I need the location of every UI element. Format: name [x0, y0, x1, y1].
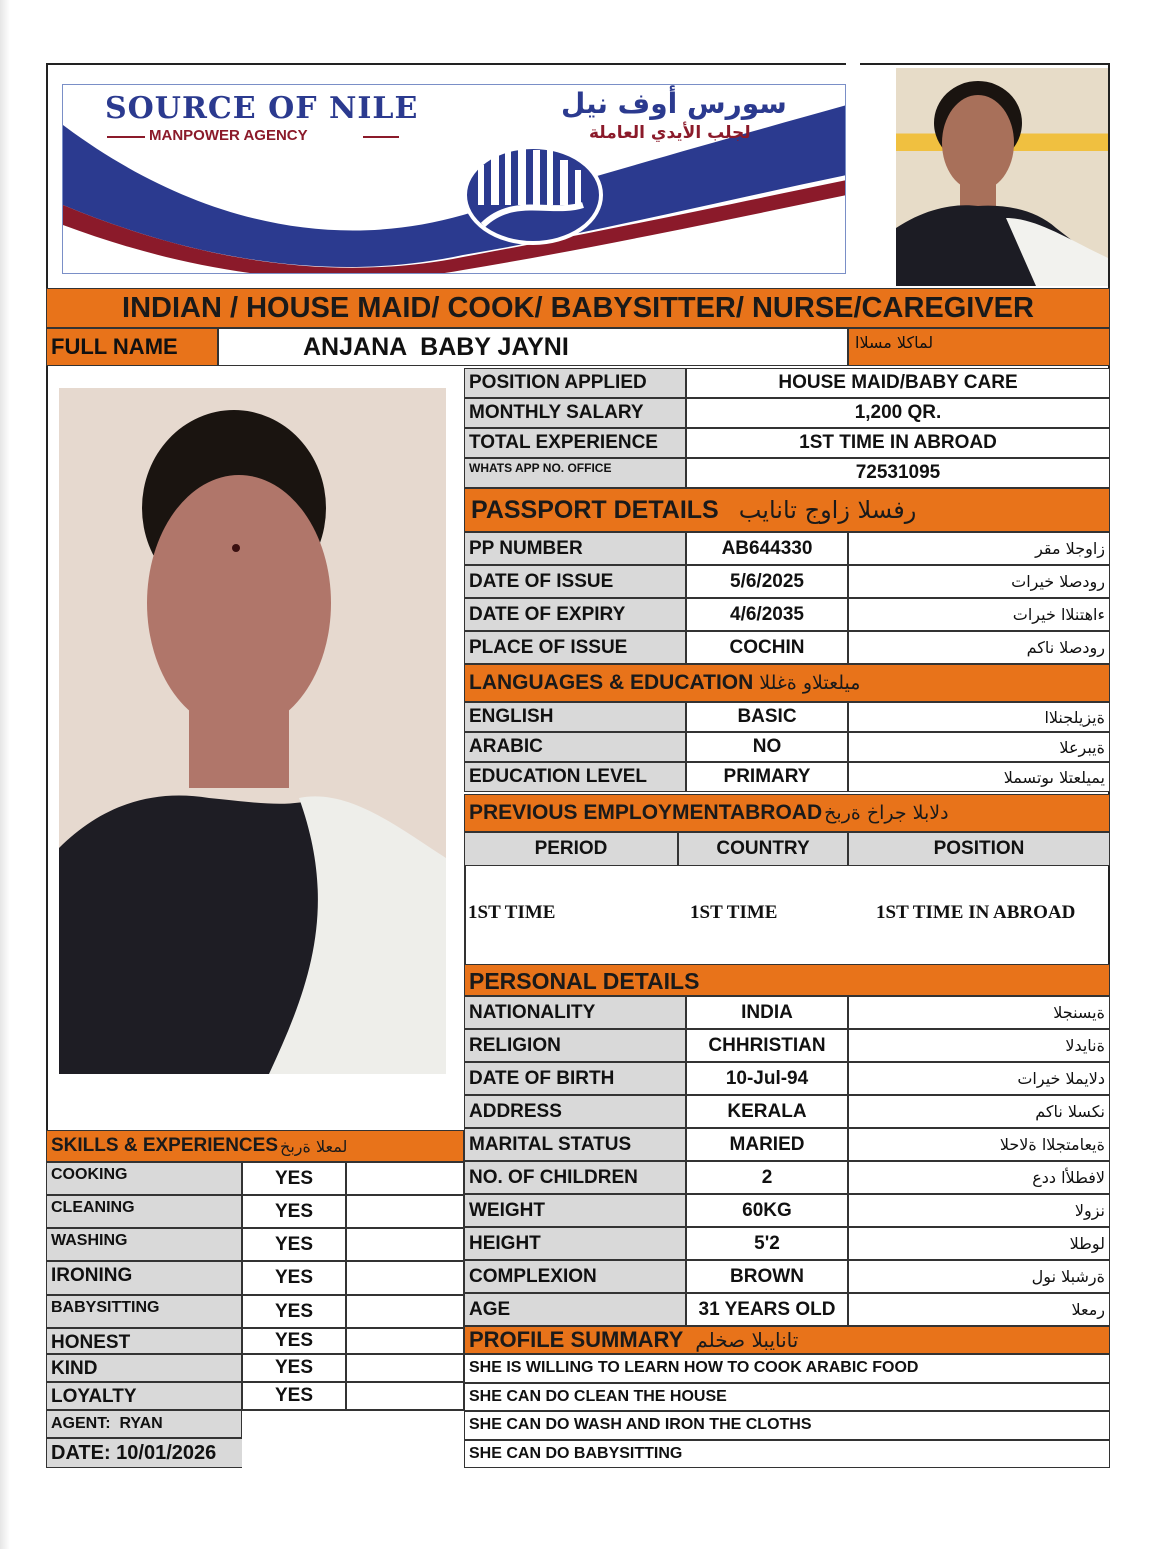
summary-heading-text: PROFILE SUMMARY [469, 1327, 684, 1352]
passport-row-label: PP NUMBER [464, 532, 686, 565]
agency-name-ar: سورس أوف نيل [561, 87, 787, 120]
skill-row-blank [346, 1328, 464, 1354]
agency-logo-banner [62, 84, 846, 274]
personal-row-label: COMPLEXION [464, 1260, 686, 1293]
passport-row-value: 4/6/2035 [686, 598, 848, 631]
personal-row-label-ar: لوطلا [848, 1227, 1110, 1260]
skill-row-label: IRONING [46, 1261, 242, 1295]
job-info-value: 1ST TIME IN ABROAD [686, 428, 1110, 458]
skill-row-label: CLEANING [46, 1195, 242, 1228]
skill-row-value: YES [242, 1195, 346, 1228]
job-info-label: WHATS APP NO. OFFICE [464, 458, 686, 488]
agency-tagline-rule-right [363, 136, 399, 138]
personal-row-label-ar: رمعلا [848, 1293, 1110, 1326]
language-row-value: BASIC [686, 702, 848, 732]
skill-row-blank [346, 1261, 464, 1295]
language-row-value: NO [686, 732, 848, 762]
skill-row-blank [346, 1354, 464, 1382]
employment-col-country: COUNTRY [678, 832, 848, 866]
full-name-label: FULL NAME [51, 334, 178, 359]
job-info-label: MONTHLY SALARY [464, 398, 686, 428]
person-silhouette-icon [896, 68, 1108, 286]
personal-row-value: CHHRISTIAN [686, 1029, 848, 1062]
employment-heading [464, 794, 1110, 832]
candidate-photo-large [59, 388, 446, 1074]
passport-row-value: 5/6/2025 [686, 565, 848, 598]
agency-tagline-rule-left [107, 136, 145, 138]
skill-row-value: YES [242, 1228, 346, 1261]
skill-row-label: LOYALTY [46, 1382, 242, 1410]
personal-row-value: 5'2 [686, 1227, 848, 1260]
personal-row-label: MARITAL STATUS [464, 1128, 686, 1161]
personal-row-value: MARIED [686, 1128, 848, 1161]
passport-row-label: PLACE OF ISSUE [464, 631, 686, 664]
employment-col-position: POSITION [848, 832, 1110, 866]
personal-row-label-ar: ةنايدلا [848, 1029, 1110, 1062]
skill-row-blank [346, 1162, 464, 1195]
agency-tagline-en: MANPOWER AGENCY [149, 127, 308, 144]
skill-row-blank [346, 1195, 464, 1228]
personal-row-label-ar: ةرشبلا نول [848, 1260, 1110, 1293]
personal-row-label: DATE OF BIRTH [464, 1062, 686, 1095]
personal-row-value: 60KG [686, 1194, 848, 1227]
language-row-label-ar: ةيزيلجنلاا [848, 702, 1110, 732]
passport-row-label-ar: زاوجلا مقر [848, 532, 1110, 565]
personal-heading [464, 964, 1110, 996]
person-portrait-icon [59, 388, 446, 1074]
summary-line: SHE CAN DO WASH AND IRON THE CLOTHS [464, 1411, 1110, 1440]
skill-row-label: KIND [46, 1354, 242, 1382]
passport-row-label: DATE OF EXPIRY [464, 598, 686, 631]
passport-row-label-ar: رودصلا خيرات [848, 565, 1110, 598]
title-bar [46, 288, 1110, 328]
language-row-label: ARABIC [464, 732, 686, 762]
passport-row-label: DATE OF ISSUE [464, 565, 686, 598]
employment-position-value: 1ST TIME IN ABROAD [876, 902, 1076, 923]
skill-row-blank [346, 1382, 464, 1410]
summary-heading [464, 1326, 1110, 1354]
personal-row-label-ar: ةيعامتجلاا ةلاحلا [848, 1128, 1110, 1161]
skill-row-blank [346, 1295, 464, 1328]
full-name-label-cell [46, 328, 218, 366]
summary-line: SHE CAN DO CLEAN THE HOUSE [464, 1383, 1110, 1412]
skill-row-label: BABYSITTING [46, 1295, 242, 1328]
personal-row-label-ar: دلايملا خيرات [848, 1062, 1110, 1095]
language-row-value: PRIMARY [686, 762, 848, 792]
languages-heading [464, 664, 1110, 702]
skills-heading-ar: لمعلا ةربخ [280, 1136, 348, 1156]
skills-heading [46, 1130, 464, 1162]
skill-row-value: YES [242, 1328, 346, 1354]
employment-heading-ar: دلابلا جراخ ةربخ [824, 802, 949, 824]
agency-name-en: SOURCE OF NILE [105, 91, 419, 126]
skill-row-value: YES [242, 1295, 346, 1328]
languages-heading-ar: ميلعتلاو ةغللا [759, 672, 861, 694]
personal-heading-text: PERSONAL DETAILS [469, 968, 700, 994]
employment-heading-text: PREVIOUS EMPLOYMENTABROAD [469, 801, 823, 824]
personal-row-label-ar: نزولا [848, 1194, 1110, 1227]
job-info-value: HOUSE MAID/BABY CARE [686, 368, 1110, 398]
language-row-label: ENGLISH [464, 702, 686, 732]
passport-row-label-ar: رودصلا ناكم [848, 631, 1110, 664]
personal-row-label: HEIGHT [464, 1227, 686, 1260]
personal-row-label: ADDRESS [464, 1095, 686, 1128]
summary-heading-ar: تانايبلا صخلم [695, 1328, 799, 1352]
summary-line: SHE CAN DO BABYSITTING [464, 1440, 1110, 1469]
personal-row-value: 10-Jul-94 [686, 1062, 848, 1095]
skill-row-label: HONEST [46, 1328, 242, 1354]
language-row-label-ar: ةيبرعلا [848, 732, 1110, 762]
skill-row-label: WASHING [46, 1228, 242, 1261]
job-info-label: POSITION APPLIED [464, 368, 686, 398]
agency-tagline-ar: لجلب الأيدي العاملة [589, 123, 751, 143]
skills-heading-text: SKILLS & EXPERIENCES [51, 1135, 278, 1156]
personal-row-label-ar: ةيسنجلا [848, 996, 1110, 1029]
top-rule-left [46, 63, 846, 65]
date-cell: DATE: 10/01/2026 [46, 1438, 242, 1468]
skill-row-blank [346, 1228, 464, 1261]
personal-row-label-ar: لافطلأا ددع [848, 1161, 1110, 1194]
personal-row-value: BROWN [686, 1260, 848, 1293]
personal-row-label: WEIGHT [464, 1194, 686, 1227]
full-name-value: ANJANA BABY JAYNI [303, 332, 569, 361]
personal-row-label: AGE [464, 1293, 686, 1326]
agent-cell: AGENT: RYAN [46, 1410, 242, 1438]
top-rule-right [860, 63, 1110, 65]
skill-row-value: YES [242, 1261, 346, 1295]
personal-row-label: NO. OF CHILDREN [464, 1161, 686, 1194]
passport-row-label-ar: ءاهتنلاا خيرات [848, 598, 1110, 631]
language-row-label: EDUCATION LEVEL [464, 762, 686, 792]
personal-row-value: 2 [686, 1161, 848, 1194]
employment-period-value: 1ST TIME [468, 902, 556, 923]
job-info-value: 1,200 QR. [686, 398, 1110, 428]
skill-row-value: YES [242, 1162, 346, 1195]
passport-heading-ar: رفسلا زاوج تانايب [738, 496, 917, 524]
skill-row-value: YES [242, 1354, 346, 1382]
languages-heading-text: LANGUAGES & EDUCATION [469, 671, 754, 694]
full-name-value-cell [218, 328, 848, 366]
full-name-label-ar: لماكلا مسلاا [855, 333, 934, 352]
summary-line: SHE IS WILLING TO LEARN HOW TO COOK ARABIC FOOD [464, 1354, 1110, 1383]
page-edge-shadow [0, 0, 10, 1549]
personal-row-label: NATIONALITY [464, 996, 686, 1029]
title-bar-text: INDIAN / HOUSE MAID/ COOK/ BABYSITTER/ NURSE/CAREGIVER [122, 291, 1034, 324]
full-name-ar-cell [848, 328, 1110, 366]
job-info-label: TOTAL EXPERIENCE [464, 428, 686, 458]
employment-country-value: 1ST TIME [690, 902, 778, 923]
language-row-label-ar: يميلعتلا ىوتسملا [848, 762, 1110, 792]
job-info-value: 72531095 [686, 458, 1110, 488]
personal-row-value: 31 YEARS OLD [686, 1293, 848, 1326]
skill-row-value: YES [242, 1382, 346, 1410]
candidate-photo-small [896, 68, 1108, 286]
agent-right-blank [242, 1410, 464, 1468]
passport-row-value: AB644330 [686, 532, 848, 565]
passport-heading [464, 488, 1110, 532]
employment-col-period: PERIOD [464, 832, 678, 866]
personal-row-label-ar: نكسلا ناكم [848, 1095, 1110, 1128]
passport-heading-text: PASSPORT DETAILS [471, 495, 719, 524]
personal-row-label: RELIGION [464, 1029, 686, 1062]
passport-row-value: COCHIN [686, 631, 848, 664]
employment-body [464, 866, 466, 964]
personal-row-value: INDIA [686, 996, 848, 1029]
skill-row-label: COOKING [46, 1162, 242, 1195]
personal-row-value: KERALA [686, 1095, 848, 1128]
